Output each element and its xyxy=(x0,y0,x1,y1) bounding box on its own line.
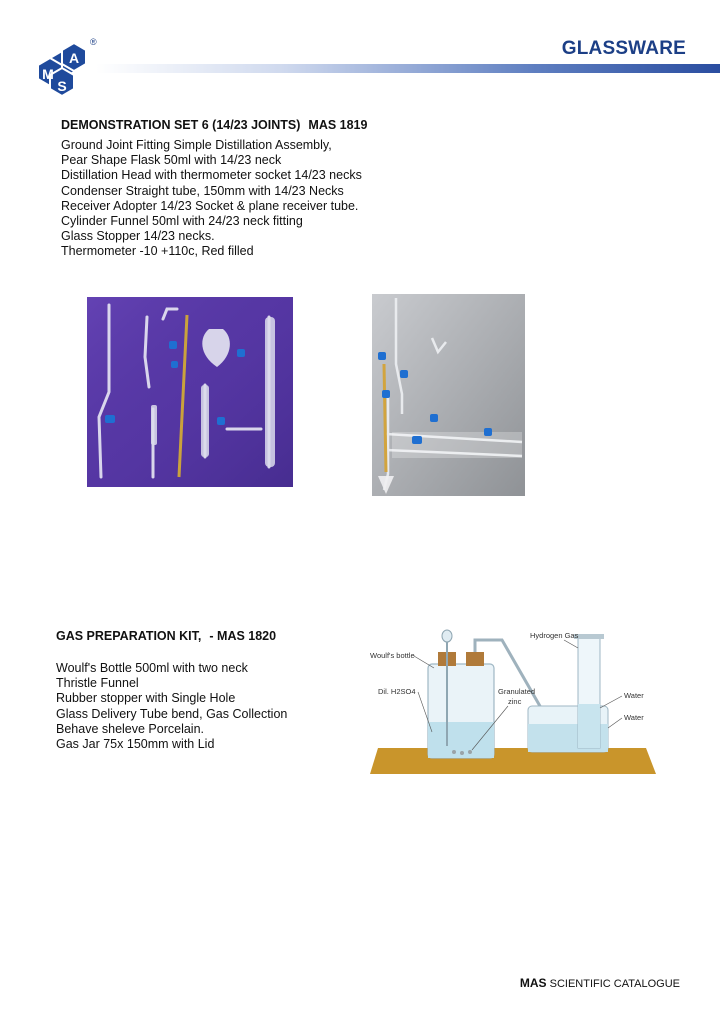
label-granulated: Granulated xyxy=(498,687,536,696)
section2-title xyxy=(56,629,276,643)
footer xyxy=(520,976,680,990)
logo-letter-s: S xyxy=(57,78,67,94)
list-item: Thermometer -10 +110c, Red filled xyxy=(61,244,254,259)
section1-items xyxy=(61,138,362,260)
table-top xyxy=(370,748,656,774)
list-item: Distillation Head with thermometer socket 14/23 necks xyxy=(61,168,362,183)
logo-letter-a: A xyxy=(68,50,80,66)
page-title: GLASSWARE xyxy=(561,38,686,59)
list-item: Ground Joint Fitting Simple Distillation Assembly, xyxy=(61,138,332,152)
label-dil-acid: Dil. H2SO4 xyxy=(378,687,416,696)
list-item: Thristle Funnel xyxy=(56,676,139,691)
list-item: Behave sheleve Porcelain. xyxy=(56,721,205,736)
header-bar xyxy=(96,64,720,73)
logo-letter-m: M xyxy=(42,66,54,82)
section1-title xyxy=(61,118,367,132)
registered-mark: ® xyxy=(90,37,97,47)
label-zinc: zinc xyxy=(508,697,522,706)
section2-code: - MAS 1820 xyxy=(209,629,277,643)
mas-logo xyxy=(34,36,98,98)
footer-text: SCIENTIFIC CATALOGUE xyxy=(546,978,680,990)
list-item: Gas Jar 75x 150mm with Lid xyxy=(56,737,215,752)
list-item: Rubber stopper with Single Hole xyxy=(56,691,236,706)
list-item: Cylinder Funnel 50ml with 24/23 neck fitting xyxy=(61,214,303,229)
assembled-distillation-photo xyxy=(372,294,525,496)
footer-brand: MAS xyxy=(519,976,547,990)
list-item: Pear Shape Flask 50ml with 14/23 neck xyxy=(61,153,282,168)
label-water-bottom: Water xyxy=(624,713,644,722)
distillation-set-photo xyxy=(87,297,293,487)
list-item: Glass Delivery Tube bend, Gas Collection xyxy=(56,706,288,721)
list-item: Receiver Adopter 14/23 Socket & plane receiver tube. xyxy=(61,198,359,213)
list-item: Glass Stopper 14/23 necks. xyxy=(61,229,215,244)
section2-title-text: GAS PREPARATION KIT, xyxy=(56,629,202,643)
list-item: Condenser Straight tube, 150mm with 14/23 Necks xyxy=(61,183,344,198)
section2-items xyxy=(56,661,287,752)
label-water-top: Water xyxy=(624,691,644,700)
gas-preparation-diagram xyxy=(368,628,658,778)
label-hydrogen-gas: Hydrogen Gas xyxy=(530,631,579,640)
section1-title-text: DEMONSTRATION SET 6 (14/23 JOINTS) xyxy=(61,118,301,132)
label-woulfs-bottle: Woulf's bottle xyxy=(370,651,415,660)
list-item: Woulf's Bottle 500ml with two neck xyxy=(56,661,248,675)
section1-code: MAS 1819 xyxy=(308,118,368,132)
